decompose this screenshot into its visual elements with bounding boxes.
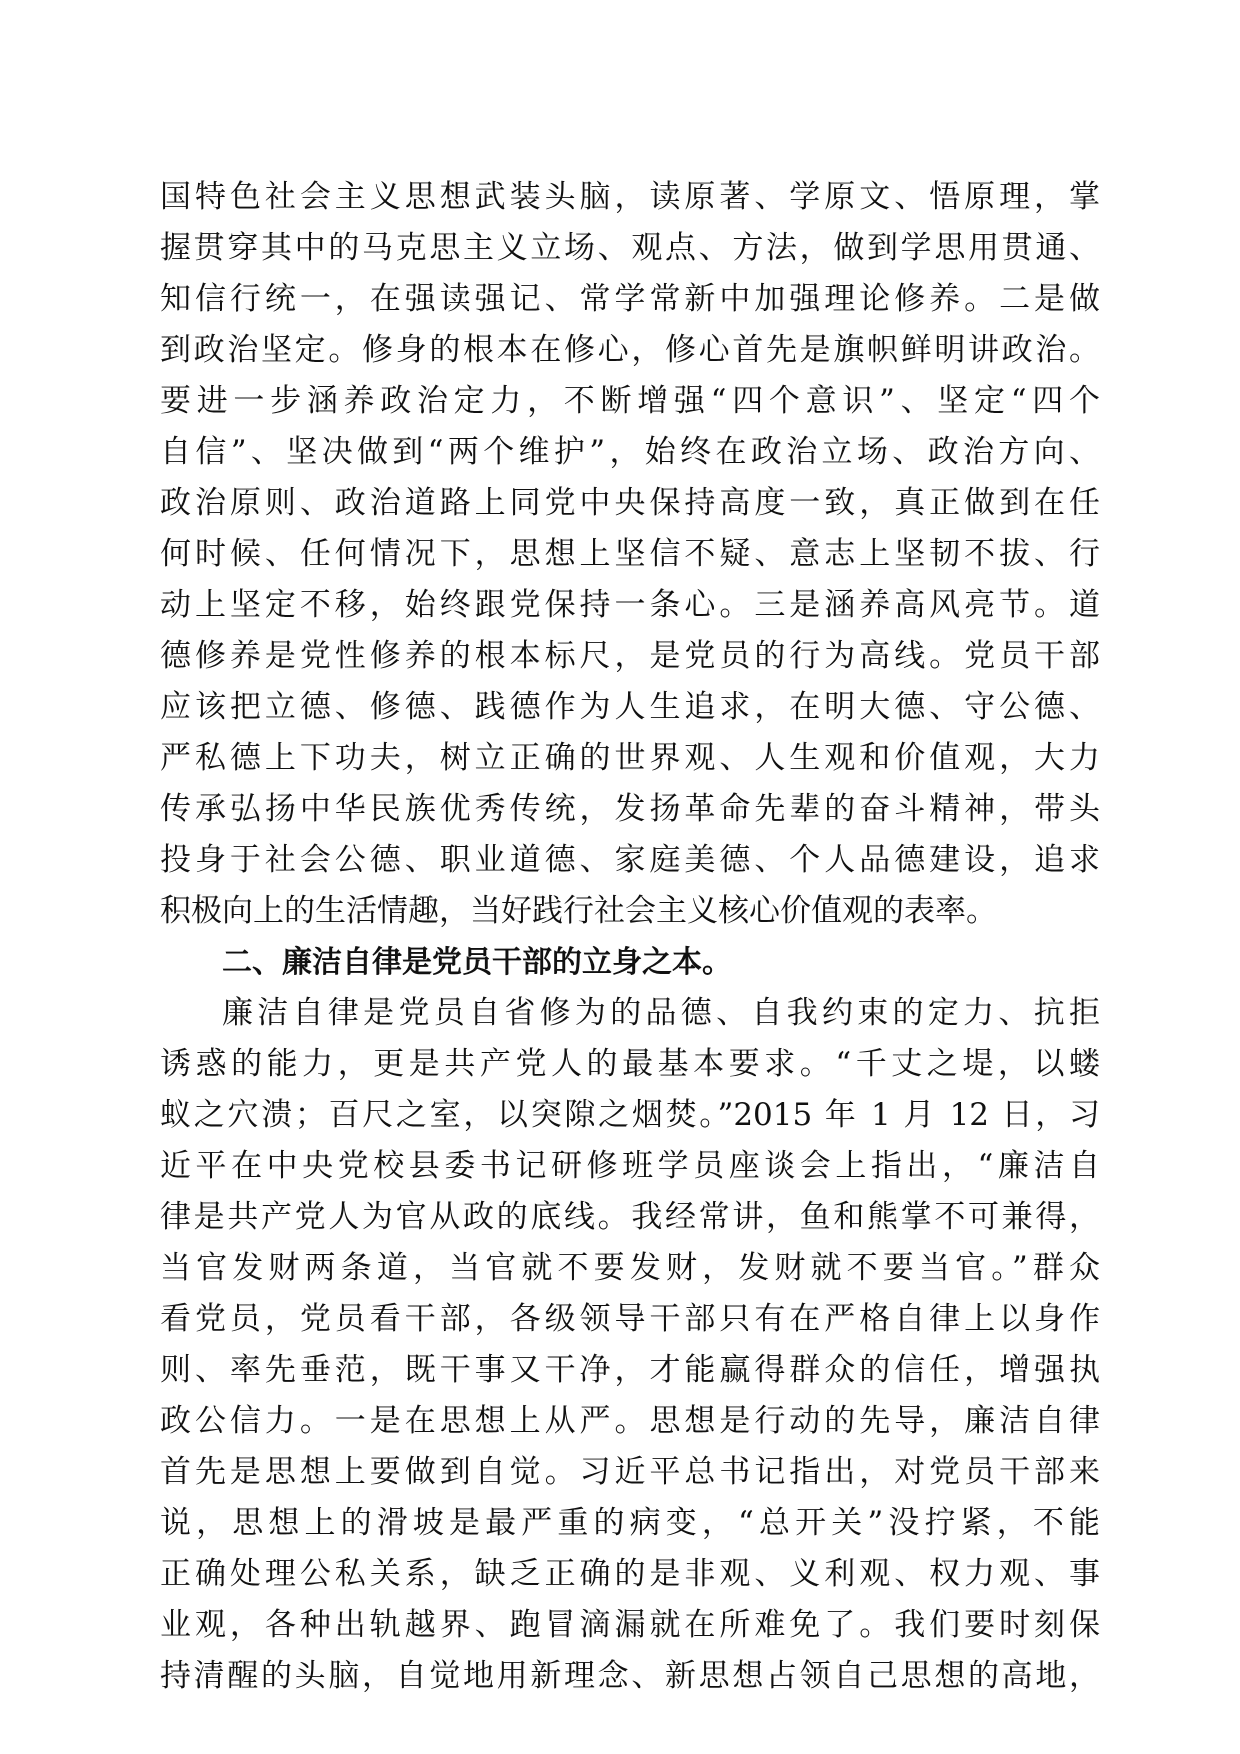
- paragraph-line: 当官发财两条道，当官就不要发财，发财就不要当官。”群众: [160, 1250, 1100, 1286]
- paragraph-line: 诱惑的能力，更是共产党人的最基本要求。“千丈之堤，以蝼: [160, 1046, 1100, 1082]
- paragraph-line: 近平在中央党校县委书记研修班学员座谈会上指出，“廉洁自: [160, 1148, 1100, 1184]
- paragraph-line: 首先是思想上要做到自觉。习近平总书记指出，对党员干部来: [160, 1454, 1100, 1490]
- paragraph-line: 持清醒的头脑，自觉地用新理念、新思想占领自己思想的高地，: [160, 1658, 1100, 1694]
- paragraph-line: 积极向上的生活情趣，当好践行社会主义核心价值观的表率。: [160, 893, 997, 929]
- paragraph-line: 严私德上下功夫，树立正确的世界观、人生观和价值观，大力: [160, 740, 1100, 776]
- paragraph-line: 律是共产党人为官从政的底线。我经常讲，鱼和熊掌不可兼得，: [160, 1199, 1100, 1235]
- body-text: [160, 172, 1100, 1702]
- paragraph-line: 业观，各种出轨越界、跑冒滴漏就在所难免了。我们要时刻保: [160, 1607, 1100, 1643]
- paragraph-line: 到政治坚定。修身的根本在修心，修心首先是旗帜鲜明讲政治。: [160, 332, 1100, 368]
- paragraph-line: 蚁之穴溃；百尺之室，以突隙之烟焚。”2015 年 1 月 12 日，习: [160, 1097, 1100, 1133]
- paragraph-line: 国特色社会主义思想武装头脑，读原著、学原文、悟原理，掌: [160, 179, 1100, 215]
- paragraph-line: 廉洁自律是党员自省修为的品德、自我约束的定力、抗拒: [222, 995, 1100, 1031]
- paragraph-line: 知信行统一，在强读强记、常学常新中加强理论修养。二是做: [160, 281, 1100, 317]
- paragraph-line: 何时候、任何情况下，思想上坚信不疑、意志上坚韧不拔、行: [160, 536, 1100, 572]
- paragraph-line: 政公信力。一是在思想上从严。思想是行动的先导，廉洁自律: [160, 1403, 1100, 1439]
- paragraph-line: 看党员，党员看干部，各级领导干部只有在严格自律上以身作: [160, 1301, 1100, 1337]
- paragraph-line: 要进一步涵养政治定力，不断增强“四个意识”、坚定“四个: [160, 383, 1100, 419]
- paragraph-line: 应该把立德、修德、践德作为人生追求，在明大德、守公德、: [160, 689, 1100, 725]
- paragraph-line: 传承弘扬中华民族优秀传统，发扬革命先辈的奋斗精神，带头: [160, 791, 1100, 827]
- paragraph-line: 投身于社会公德、职业道德、家庭美德、个人品德建设，追求: [160, 842, 1100, 878]
- paragraph-line: 说，思想上的滑坡是最严重的病变，“总开关”没拧紧，不能: [160, 1505, 1100, 1541]
- paragraph-line: 动上坚定不移，始终跟党保持一条心。三是涵养高风亮节。道: [160, 587, 1100, 623]
- paragraph-line: 正确处理公私关系，缺乏正确的是非观、义利观、权力观、事: [160, 1556, 1100, 1592]
- section-heading: 二、廉洁自律是党员干部的立身之本。: [222, 945, 732, 980]
- paragraph-line: 政治原则、政治道路上同党中央保持高度一致，真正做到在任: [160, 485, 1100, 521]
- paragraph-line: 自信”、坚决做到“两个维护”，始终在政治立场、政治方向、: [160, 434, 1100, 470]
- paragraph-line: 则、率先垂范，既干事又干净，才能赢得群众的信任，增强执: [160, 1352, 1100, 1388]
- paragraph-line: 握贯穿其中的马克思主义立场、观点、方法，做到学思用贯通、: [160, 230, 1100, 266]
- paragraph-line: 德修养是党性修养的根本标尺，是党员的行为高线。党员干部: [160, 638, 1100, 674]
